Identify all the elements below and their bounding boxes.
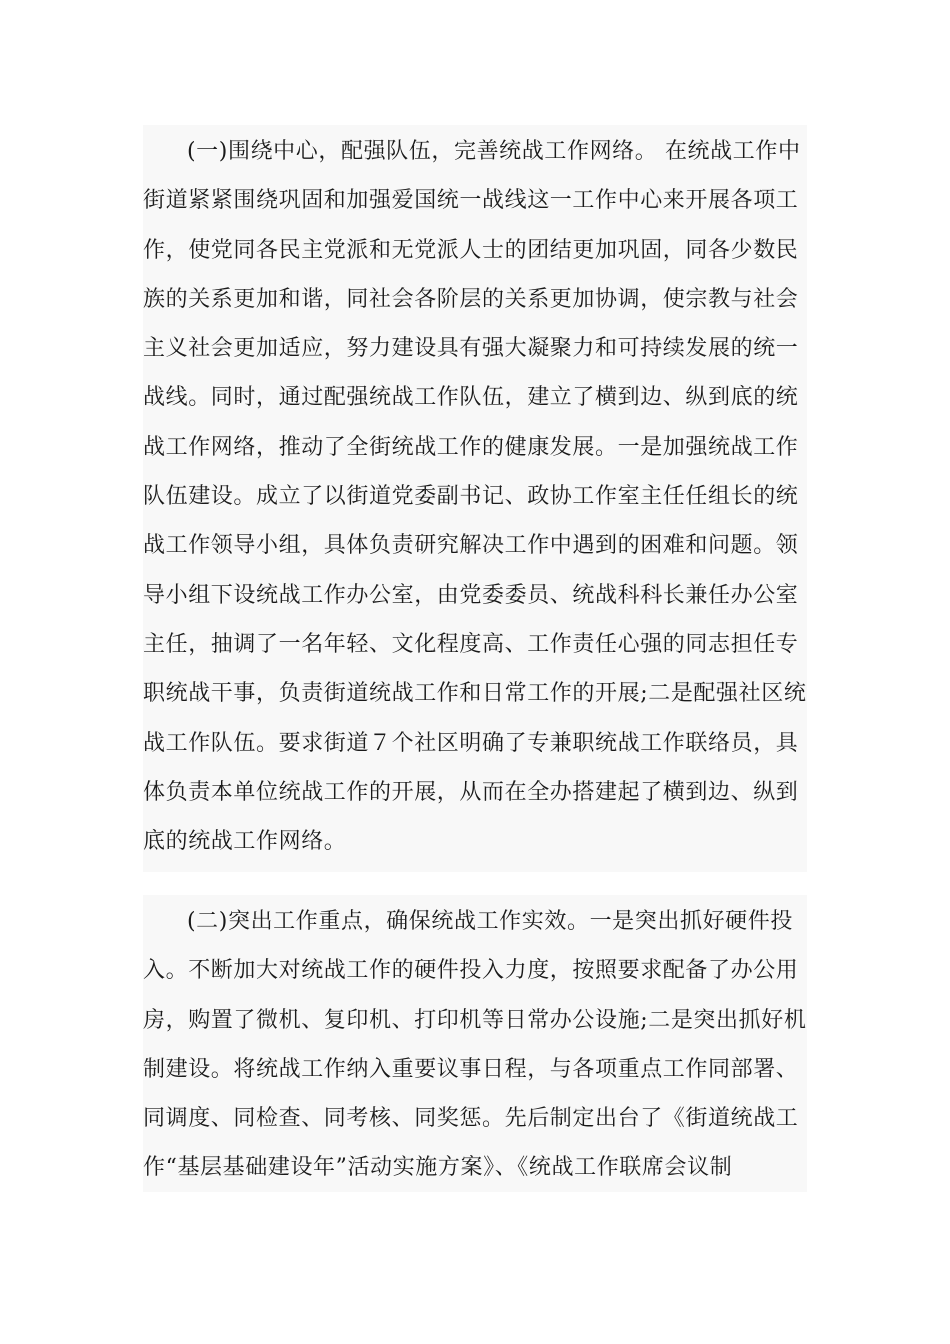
paragraph-line: 作“基层基础建设年”活动实施方案》、《统战工作联席会议制: [143, 1155, 733, 1181]
paragraph-line: 族的关系更加和谐，同社会各阶层的关系更加协调，使宗教与社会: [143, 286, 799, 312]
paragraph-line: 底的统战工作网络。: [143, 829, 347, 855]
paragraph-line: 街道紧紧围绕巩固和加强爱国统一战线这一工作中心来开展各项工: [143, 188, 799, 214]
paragraph-line: 战线。同时，通过配强统战工作队伍，建立了横到边、纵到底的统: [143, 385, 799, 411]
paragraph-line: 主任，抽调了一名年轻、文化程度高、工作责任心强的同志担任专: [143, 631, 799, 657]
paragraph-line: 战工作领导小组，具体负责研究解决工作中遇到的困难和问题。领: [143, 533, 799, 559]
paragraph-line: 入。不断加大对统战工作的硬件投入力度，按照要求配备了办公用: [143, 958, 799, 984]
paragraph-line: 导小组下设统战工作办公室，由党委委员、统战科科长兼任办公室: [143, 582, 799, 608]
paragraph-line: 体负责本单位统战工作的开展，从而在全办搭建起了横到边、纵到: [143, 779, 799, 805]
paragraph-2: [143, 895, 807, 1192]
paragraph-line: 战工作网络，推动了全街统战工作的健康发展。一是加强统战工作: [143, 434, 799, 460]
paragraph-line: (一)围绕中心，配强队伍，完善统战工作网络。 在统战工作中: [187, 139, 801, 164]
paragraph-line: 职统战干事，负责街道统战工作和日常工作的开展;二是配强社区统: [143, 681, 807, 707]
paragraph-line: 队伍建设。成立了以街道党委副书记、政协工作室主任任组长的统: [143, 484, 799, 510]
paragraph-line: 作，使党同各民主党派和无党派人士的团结更加巩固，同各少数民: [143, 237, 799, 263]
paragraph-1: [143, 125, 807, 872]
paragraph-line: 主义社会更加适应，努力建设具有强大凝聚力和可持续发展的统一: [143, 336, 799, 362]
paragraph-line: 战工作队伍。要求街道７个社区明确了专兼职统战工作联络员，具: [143, 730, 799, 756]
paragraph-line: (二)突出工作重点，确保统战工作实效。一是突出抓好硬件投: [187, 909, 793, 934]
paragraph-line: 同调度、同检查、同考核、同奖惩。先后制定出台了《街道统战工: [143, 1106, 799, 1132]
paragraph-line: 房，购置了微机、复印机、打印机等日常办公设施;二是突出抓好机: [143, 1007, 807, 1033]
paragraph-line: 制建设。将统战工作纳入重要议事日程，与各项重点工作同部署、: [143, 1056, 799, 1082]
